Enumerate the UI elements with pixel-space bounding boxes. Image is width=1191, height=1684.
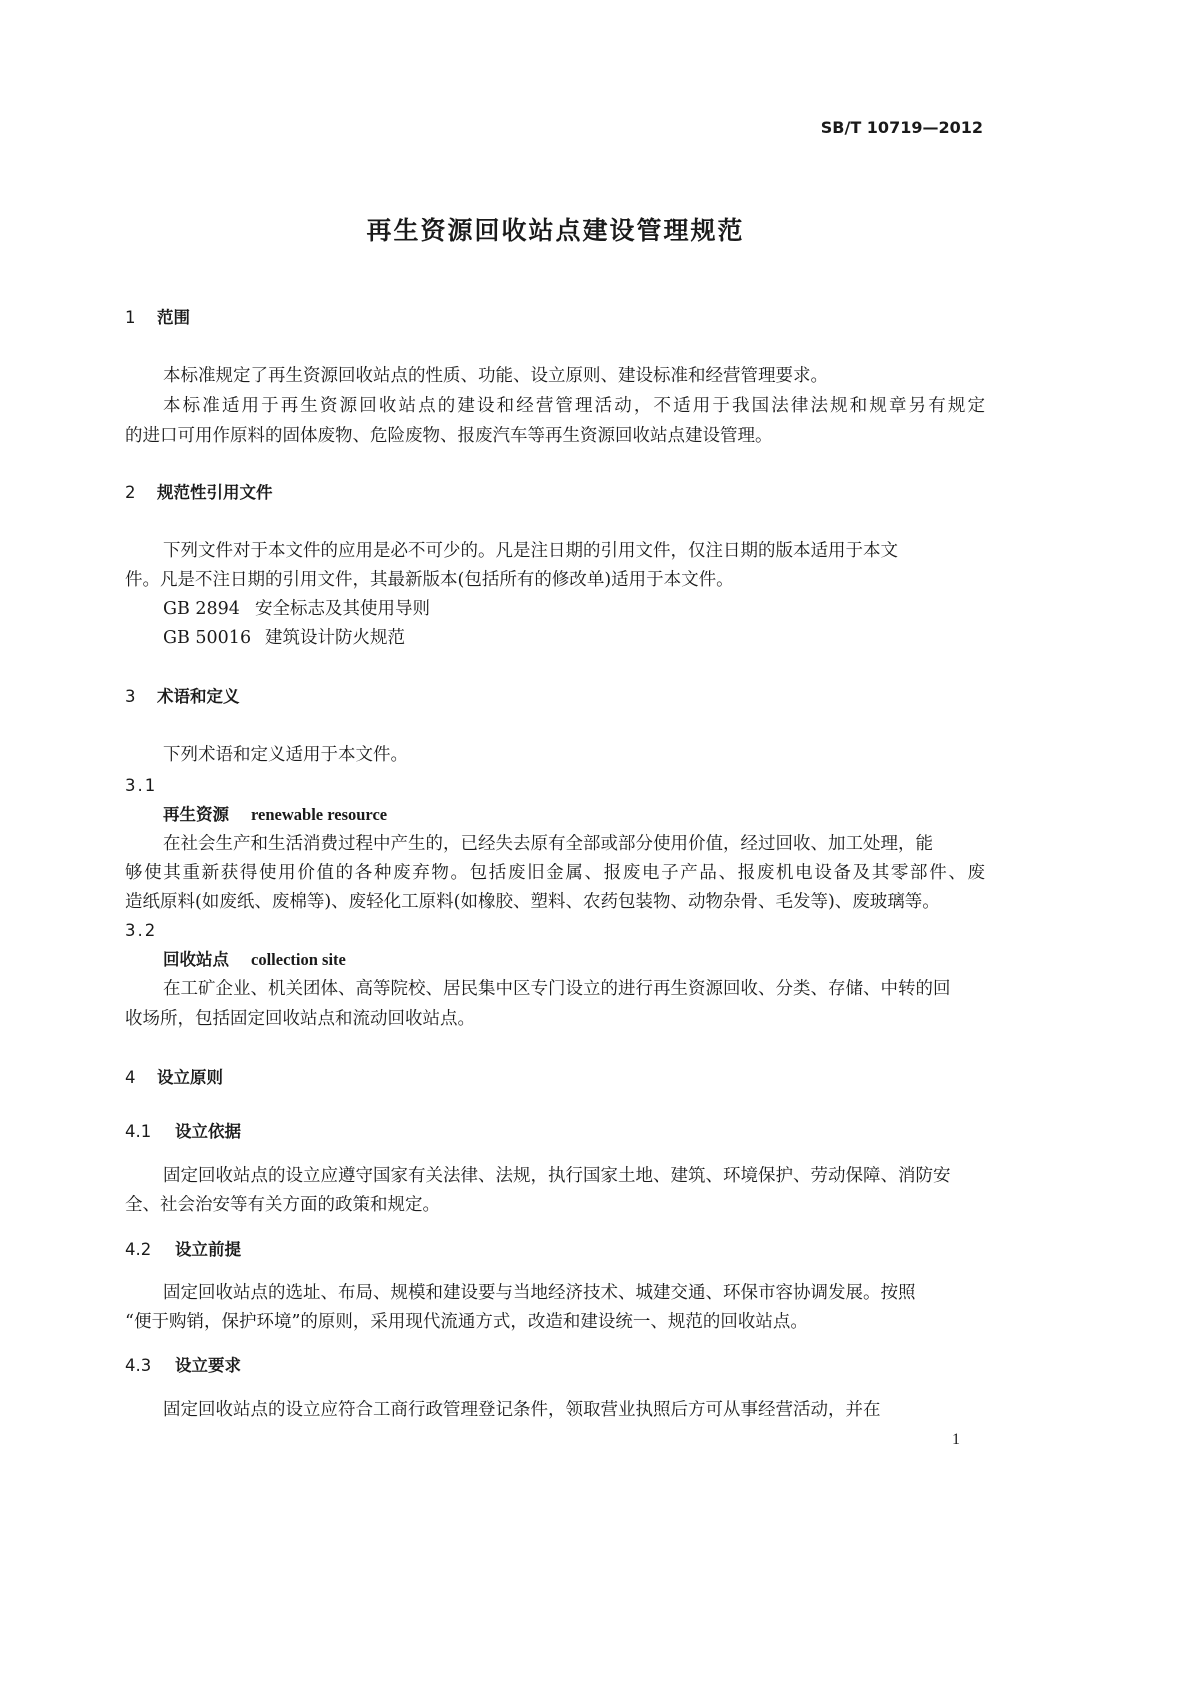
reference-item — [163, 626, 405, 650]
section-4-heading — [125, 1066, 223, 1090]
term-heading — [163, 803, 387, 827]
subsection-title: 设立要求 — [175, 1356, 241, 1375]
section-2-heading — [125, 481, 273, 505]
term-heading — [163, 948, 346, 972]
section-1-heading — [125, 306, 190, 330]
paragraph-line: 下列文件对于本文件的应用是必不可少的。凡是注日期的引用文件，仅注日期的版本适用于本文 — [163, 541, 898, 561]
subsection-heading — [125, 1120, 241, 1144]
term-zh: 再生资源 — [163, 805, 229, 824]
paragraph-line: 在工矿企业、机关团体、高等院校、居民集中区专门设立的进行再生资源回收、分类、存储、中转的回 — [163, 979, 951, 999]
term-en: renewable resource — [251, 805, 388, 824]
standard-code: SB/T 10719—2012 — [820, 118, 983, 137]
paragraph-line: 全、社会治安等有关方面的政策和规定。 — [125, 1195, 440, 1215]
paragraph-line: “便于购销，保护环境”的原则，采用现代流通方式，改造和建设统一、规范的回收站点。 — [125, 1312, 808, 1332]
section-number: 1 — [125, 308, 136, 327]
subsection-heading — [125, 1354, 241, 1378]
section-title: 规范性引用文件 — [157, 483, 273, 502]
page-number: 1 — [952, 1431, 960, 1448]
paragraph-line: 造纸原料(如废纸、废棉等)、废轻化工原料(如橡胶、塑料、农药包装物、动物杂骨、毛发等)、废玻璃等。 — [125, 892, 940, 912]
subsection-number: 4.3 — [125, 1356, 152, 1375]
paragraph-line: 收场所，包括固定回收站点和流动回收站点。 — [125, 1009, 475, 1029]
section-title: 术语和定义 — [157, 687, 240, 706]
reference-code: GB 2894 — [163, 599, 240, 619]
subsection-number: 4.2 — [125, 1240, 152, 1259]
section-number: 2 — [125, 483, 136, 502]
term-number: 3.2 — [125, 921, 158, 940]
paragraph-line: 固定回收站点的设立应符合工商行政管理登记条件，领取营业执照后方可从事经营活动，并在 — [163, 1400, 881, 1420]
reference-code: GB 50016 — [163, 628, 252, 648]
section-title: 设立原则 — [157, 1068, 223, 1087]
paragraph-line: 本标准适用于再生资源回收站点的建设和经营管理活动，不适用于我国法律法规和规章另有规定 — [163, 396, 985, 416]
paragraph-line: 够使其重新获得使用价值的各种废弃物。包括废旧金属、报废电子产品、报废机电设备及其零部件、废 — [125, 863, 985, 883]
term-number: 3.1 — [125, 776, 158, 795]
paragraph-line: 在社会生产和生活消费过程中产生的，已经失去原有全部或部分使用价值，经过回收、加工处理，能 — [163, 834, 933, 854]
subsection-number: 4.1 — [125, 1122, 152, 1141]
paragraph-line: 的进口可用作原料的固体废物、危险废物、报废汽车等再生资源回收站点建设管理。 — [125, 426, 773, 446]
section-number: 4 — [125, 1068, 136, 1087]
paragraph-line: 件。凡是不注日期的引用文件，其最新版本(包括所有的修改单)适用于本文件。 — [125, 570, 734, 590]
paragraph-line: 下列术语和定义适用于本文件。 — [163, 745, 408, 765]
reference-name: 建筑设计防火规范 — [265, 628, 405, 648]
reference-item — [163, 597, 430, 621]
subsection-title: 设立前提 — [175, 1240, 241, 1259]
document-title: 再生资源回收站点建设管理规范 — [366, 216, 745, 245]
term-zh: 回收站点 — [163, 950, 229, 969]
section-3-heading — [125, 685, 240, 709]
subsection-title: 设立依据 — [175, 1122, 241, 1141]
section-title: 范围 — [157, 308, 190, 327]
paragraph-line: 固定回收站点的选址、布局、规模和建设要与当地经济技术、城建交通、环保市容协调发展。按照 — [163, 1283, 916, 1303]
paragraph-line: 本标准规定了再生资源回收站点的性质、功能、设立原则、建设标准和经营管理要求。 — [163, 366, 828, 386]
reference-name: 安全标志及其使用导则 — [255, 599, 430, 619]
term-en: collection site — [251, 950, 346, 969]
paragraph-line: 固定回收站点的设立应遵守国家有关法律、法规，执行国家土地、建筑、环境保护、劳动保障、消防安 — [163, 1166, 951, 1186]
section-number: 3 — [125, 687, 136, 706]
subsection-heading — [125, 1238, 241, 1262]
